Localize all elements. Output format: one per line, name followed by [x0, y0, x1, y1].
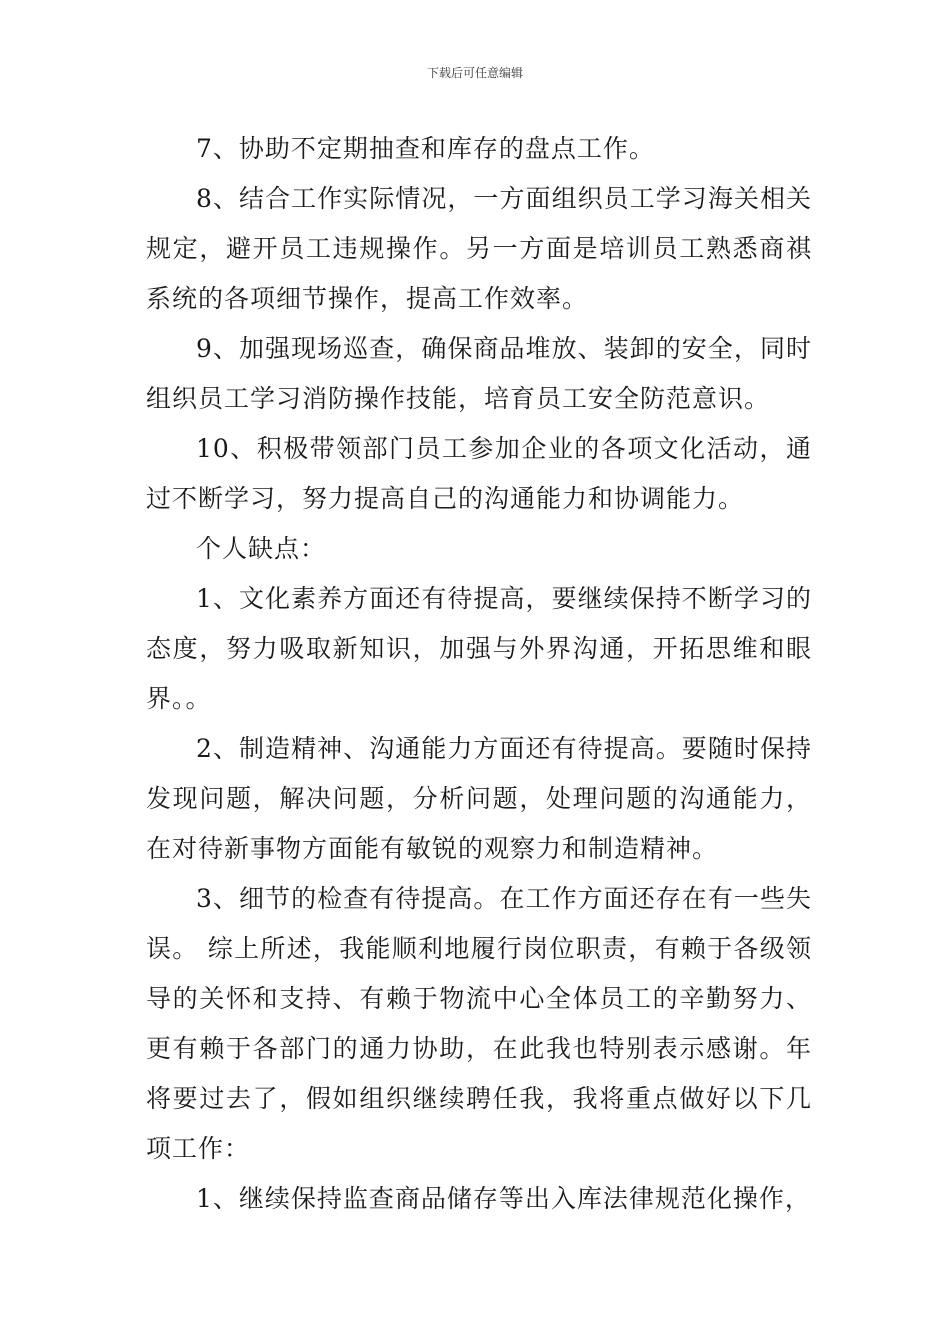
- plan-item-1: 1、继续保持监查商品储存等出入库法律规范化操作，: [196, 1184, 811, 1213]
- paragraph-item-9: 9、加强现场巡查，确保商品堆放、装卸的安全，同时组织员工学习消防操作技能，培育员工安全防范意识。: [146, 334, 812, 413]
- document-body: [146, 124, 812, 1224]
- paragraph-item-7: 7、协助不定期抽查和库存的盘点工作。: [196, 134, 655, 163]
- shortcoming-item-2: 2、制造精神、沟通能力方面还有待提高。要随时保持发现问题，解决问题，分析问题，处理问题的沟通能力，在对待新事物方面能有敏锐的观察力和制造精神。: [146, 734, 812, 863]
- shortcoming-item-1: 1、文化素养方面还有待提高，要继续保持不断学习的态度，努力吸取新知识，加强与外界沟通，开拓思维和眼界。。: [146, 584, 812, 713]
- shortcoming-item-3-summary: 3、细节的检查有待提高。在工作方面还存在有一些失误。 综上所述，我能顺利地履行岗位职责，有赖于各级领导的关怀和支持、有赖于物流中心全体员工的辛勤努力、更有赖于各部门的通力协助，在此我也特别表示感谢。年将要过去了，假如组织继续聘任我，我将重点做好以下几项工作：: [146, 884, 812, 1163]
- paragraph-item-10: 10、积极带领部门员工参加企业的各项文化活动，通过不断学习，努力提高自己的沟通能力和协调能力。: [146, 434, 812, 513]
- section-heading-shortcomings: 个人缺点：: [196, 534, 327, 563]
- paragraph-item-8: 8、结合工作实际情况，一方面组织员工学习海关相关规定，避开员工违规操作。另一方面是培训员工熟悉商祺系统的各项细节操作，提高工作效率。: [146, 184, 812, 313]
- page-header-note: 下载后可任意编辑: [426, 66, 523, 80]
